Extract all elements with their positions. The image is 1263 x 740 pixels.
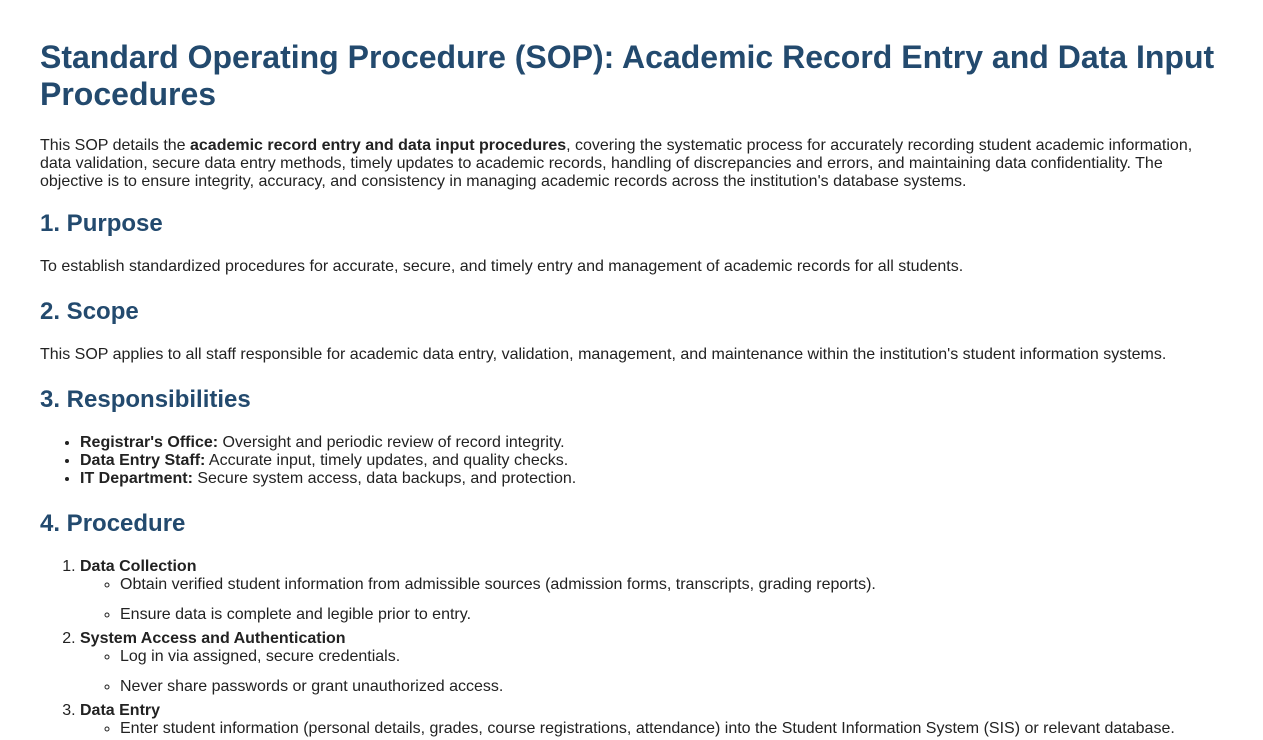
document-title: Standard Operating Procedure (SOP): Academic Record Entry and Data Input Procedures bbox=[40, 39, 1215, 112]
step-title: Data Entry bbox=[80, 702, 161, 719]
section-heading-procedure: 4. Procedure bbox=[40, 510, 186, 537]
section-heading-purpose: 1. Purpose bbox=[40, 210, 163, 237]
procedure-step bbox=[80, 702, 1223, 738]
responsibility-text: Secure system access, data backups, and protection. bbox=[192, 470, 577, 487]
list-item: ◦ Ensure data is complete and legible prior to entry. bbox=[120, 606, 1223, 624]
procedure-step bbox=[80, 630, 1223, 696]
step-title: System Access and Authentication bbox=[80, 630, 346, 647]
list-item: ◦ Never share passwords or grant unauthorized access. bbox=[120, 678, 1223, 696]
intro-suffix: , covering the systematic process for accurately recording student academic information, data validation, secure data entry methods, timely updates to academic records, handling of discrepancies and errors, and maintaining data confidentiality. The objective is to ensure integrity, accuracy, and consistency in managing academic records across the institution's database systems. bbox=[40, 137, 1193, 190]
intro-prefix: This SOP details the bbox=[40, 137, 190, 154]
purpose-text: To establish standardized procedures for accurate, secure, and timely entry and management of academic records for all students. bbox=[40, 258, 964, 275]
list-item: ◦ Enter student information (personal details, grades, course registrations, attendance) into the Student Information System (SIS) or relevant database. bbox=[120, 720, 1223, 738]
step-title: Data Collection bbox=[80, 558, 197, 575]
list-item bbox=[80, 434, 1223, 452]
step-bullets bbox=[80, 576, 1223, 624]
procedure-step bbox=[80, 558, 1223, 624]
list-item: ◦ Obtain verified student information from admissible sources (admission forms, transcripts, grading reports). bbox=[120, 576, 1223, 594]
step-bullets bbox=[80, 720, 1223, 738]
responsibility-label: Registrar's Office: bbox=[80, 434, 219, 451]
responsibility-label: IT Department: bbox=[80, 470, 193, 487]
section-heading-responsibilities: 3. Responsibilities bbox=[40, 386, 251, 413]
responsibilities-list bbox=[40, 434, 1223, 488]
intro-paragraph bbox=[40, 137, 1223, 191]
section-heading-scope: 2. Scope bbox=[40, 298, 139, 325]
list-item bbox=[80, 452, 1223, 470]
list-item bbox=[80, 470, 1223, 488]
step-bullets bbox=[80, 648, 1223, 696]
responsibility-text: Accurate input, timely updates, and quality checks. bbox=[205, 452, 569, 469]
responsibility-label: Data Entry Staff: bbox=[80, 452, 206, 469]
intro-bold-phrase: academic record entry and data input procedures bbox=[190, 137, 567, 154]
list-item: ◦ Log in via assigned, secure credentials. bbox=[120, 648, 1223, 666]
procedure-steps-list bbox=[40, 558, 1223, 738]
scope-text: This SOP applies to all staff responsible for academic data entry, validation, management, and maintenance within the institution's student information systems. bbox=[40, 346, 1167, 363]
responsibility-text: Oversight and periodic review of record integrity. bbox=[218, 434, 565, 451]
